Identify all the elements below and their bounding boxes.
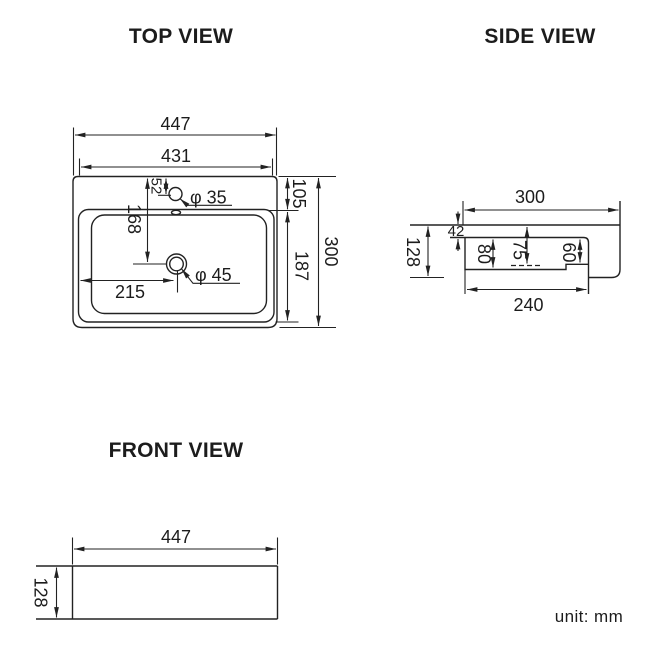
dim-top-drain-from-back: 168 <box>124 203 144 235</box>
front-view-dimension-lines <box>57 538 278 618</box>
dim-top-overall-width: 447 <box>160 114 191 134</box>
unit-label: unit: mm <box>554 607 624 626</box>
dim-top-faucet-offset: 52 <box>147 177 165 195</box>
dim-side-overall-depth: 300 <box>514 187 546 207</box>
dim-top-bowl-depth: 187 <box>291 250 312 282</box>
label-faucet-hole-diameter: φ 35 <box>190 187 227 208</box>
front-view-title: FRONT VIEW <box>108 439 244 462</box>
front-view <box>31 439 278 619</box>
top-view-dimension-lines <box>74 128 337 328</box>
top-view-title: TOP VIEW <box>128 25 234 48</box>
label-drain-hole-diameter: φ 45 <box>195 265 232 285</box>
dim-side-overall-height: 128 <box>403 236 423 268</box>
dim-top-overall-depth: 300 <box>321 236 341 267</box>
dim-side-bowl-depth-rear: 80 <box>474 243 494 265</box>
faucet-hole <box>169 188 182 201</box>
dim-front-overall-width: 447 <box>160 527 192 547</box>
dim-side-bowl-depth-front: 60 <box>559 242 579 263</box>
dim-top-deck-depth: 105 <box>289 178 309 209</box>
side-outer-profile <box>589 201 620 278</box>
bowl-rim-outline <box>79 210 275 323</box>
overflow-slot <box>172 210 181 214</box>
top-view <box>73 25 341 328</box>
dim-front-overall-height: 128 <box>30 577 51 608</box>
dim-side-drain-depth: 75 <box>509 239 530 261</box>
drain-hole-inner <box>170 257 184 271</box>
dim-side-base-depth: 240 <box>513 295 544 315</box>
dim-top-inner-width: 431 <box>160 146 192 166</box>
side-view-title: SIDE VIEW <box>484 25 596 48</box>
side-view <box>403 25 620 315</box>
basin-outline-top <box>73 177 277 328</box>
dim-side-rim-thickness: 42 <box>447 223 465 240</box>
dim-top-drain-from-left: 215 <box>114 282 146 302</box>
